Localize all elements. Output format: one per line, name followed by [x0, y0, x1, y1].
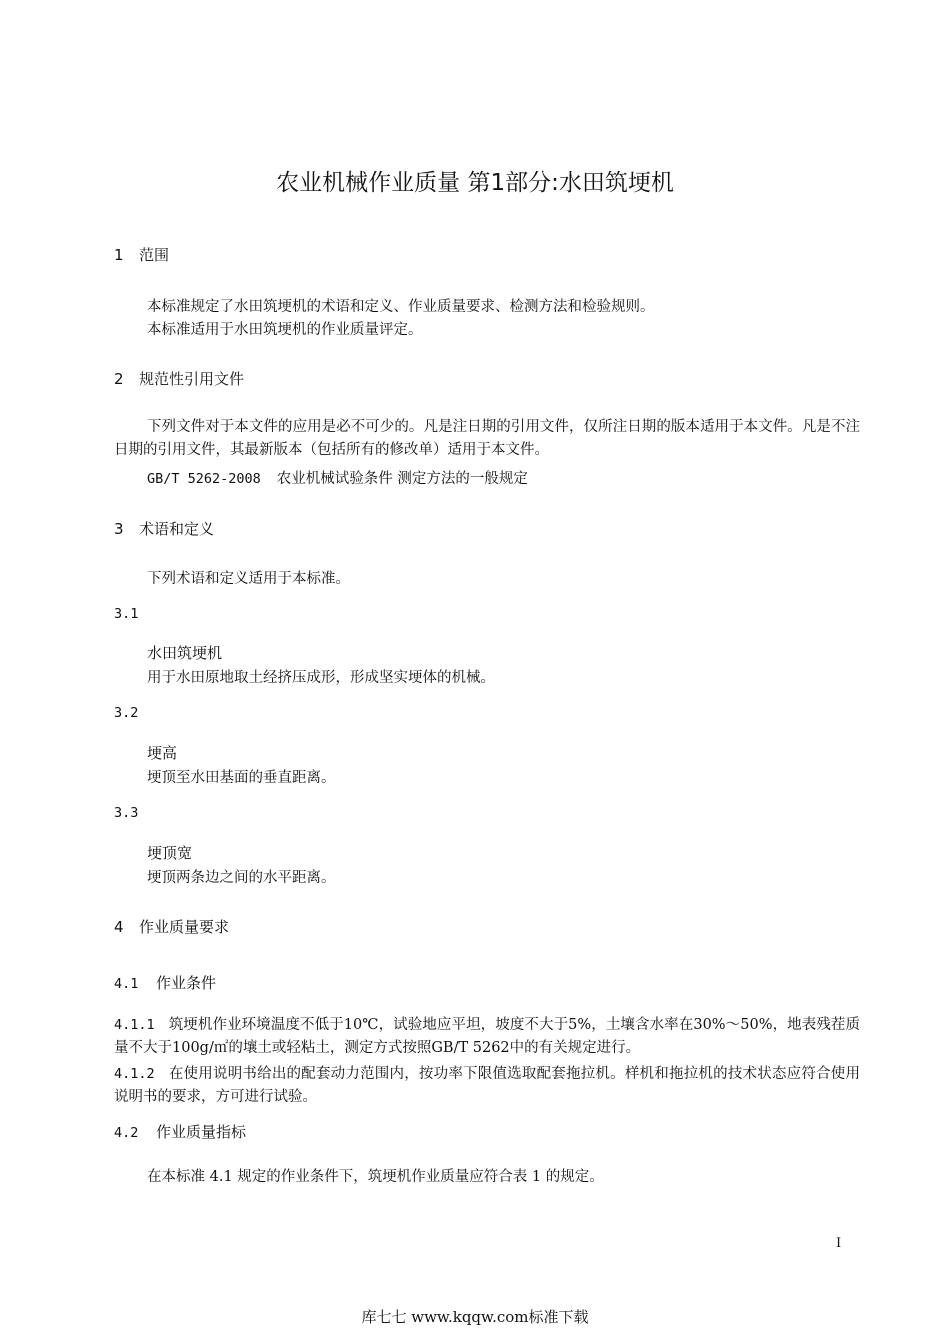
paragraph: 本标准规定了水田筑埂机的术语和定义、作业质量要求、检测方法和检验规则。	[147, 299, 655, 315]
clause-text: 筑埂机作业环境温度不低于10℃，试验地应平坦，坡度不大于5%，土壤含水率在30%～50%，地表残茬质量不大于100g/㎡的壤土或轻粘土，测定方式按照GB/T 5262中的有关规定进行。	[114, 1017, 860, 1056]
section-number: 2	[114, 370, 124, 388]
term-name: 水田筑埂机	[147, 644, 223, 662]
subsection-number: 4.1	[114, 976, 139, 992]
section-1-heading	[114, 244, 169, 265]
section-4-heading	[114, 916, 229, 937]
reference-code: GB/T 5262-2008	[147, 471, 261, 487]
normative-reference	[147, 467, 528, 488]
page-number: I	[836, 1236, 842, 1251]
paragraph: 下列术语和定义适用于本标准。	[147, 571, 350, 587]
subsection-title: 作业质量指标	[156, 1123, 247, 1141]
term-number: 3.3	[114, 805, 139, 821]
paragraph: 在本标准 4.1 规定的作业条件下，筑埂机作业质量应符合表 1 的规定。	[147, 1169, 604, 1185]
document-title: 农业机械作业质量 第1部分:水田筑埂机	[276, 170, 674, 196]
section-title: 范围	[139, 246, 170, 264]
clause-4-1-2	[114, 1063, 860, 1109]
section-number: 1	[114, 246, 124, 264]
reference-title: 农业机械试验条件 测定方法的一般规定	[276, 471, 528, 487]
clause-number: 4.1.1	[114, 1017, 155, 1033]
term-number: 3.1	[114, 606, 139, 622]
term-definition: 埂顶至水田基面的垂直距离。	[147, 770, 336, 786]
subsection-4-2-heading	[114, 1121, 246, 1142]
term-number: 3.2	[114, 705, 139, 721]
term-name: 埂高	[147, 744, 178, 762]
clause-number: 4.1.2	[114, 1066, 155, 1082]
subsection-number: 4.2	[114, 1125, 139, 1141]
section-number: 4	[114, 918, 124, 936]
term-definition: 埂顶两条边之间的水平距离。	[147, 870, 336, 886]
section-title: 术语和定义	[139, 520, 215, 538]
section-title: 规范性引用文件	[139, 370, 245, 388]
section-number: 3	[114, 520, 124, 538]
clause-text: 在使用说明书给出的配套动力范围内，按功率下限值选取配套拖拉机。样机和拖拉机的技术状态应符合使用说明书的要求，方可进行试验。	[114, 1066, 860, 1105]
clause-4-1-1	[114, 1014, 860, 1060]
section-3-heading	[114, 518, 214, 539]
paragraph: 本标准适用于水田筑埂机的作业质量评定。	[147, 322, 423, 338]
subsection-title: 作业条件	[156, 974, 217, 992]
term-name: 埂顶宽	[147, 844, 193, 862]
section-2-heading	[114, 368, 244, 389]
subsection-4-1-heading	[114, 972, 216, 993]
section-title: 作业质量要求	[139, 918, 230, 936]
footer-watermark: 库七七 www.kqqw.com标准下载	[361, 1308, 589, 1326]
paragraph: 下列文件对于本文件的应用是必不可少的。凡是注日期的引用文件，仅所注日期的版本适用于本文件。凡是不注日期的引用文件，其最新版本（包括所有的修改单）适用于本文件。	[114, 419, 860, 458]
term-definition: 用于水田原地取土经挤压成形，形成坚实埂体的机械。	[147, 670, 495, 686]
